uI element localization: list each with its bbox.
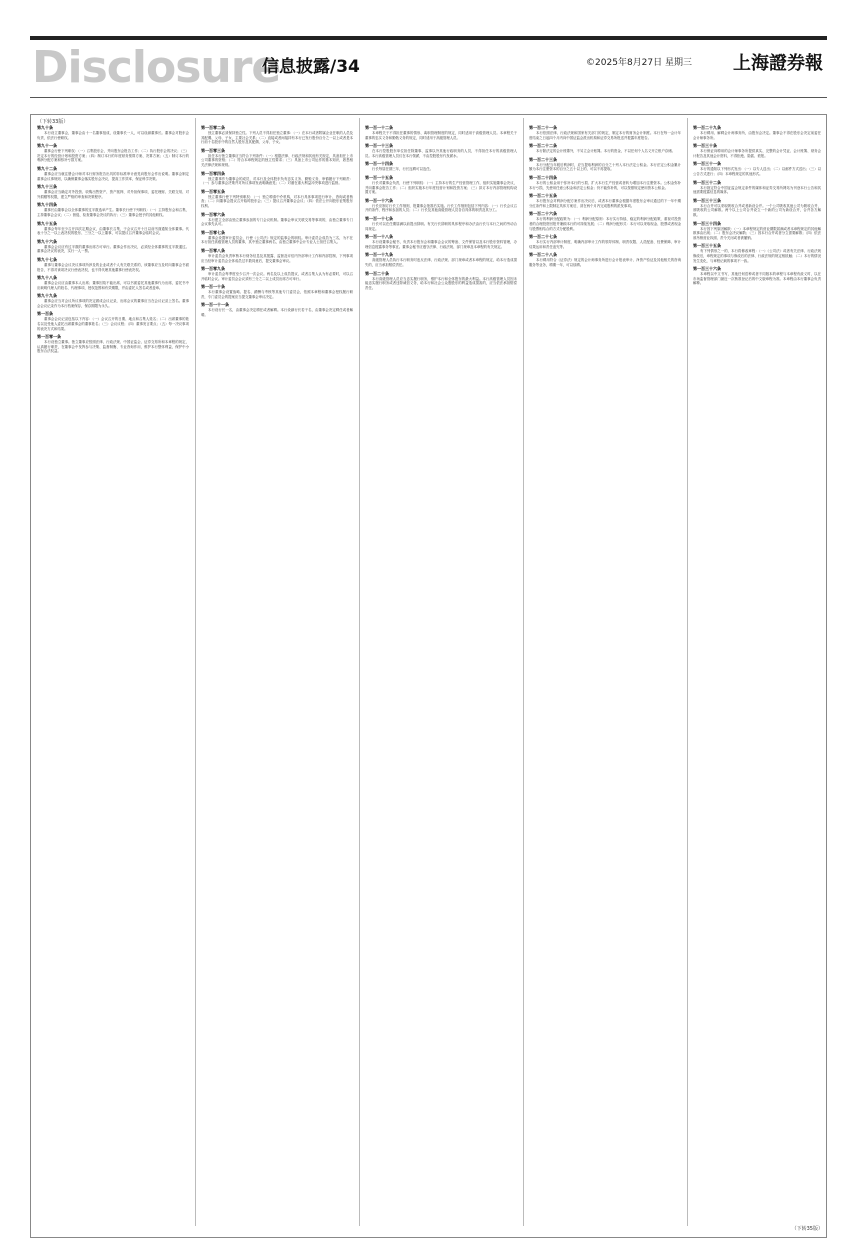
article-heading: 第一百一十五条: [365, 174, 393, 180]
article-heading: 第九十八条: [37, 275, 57, 281]
article-heading: 第一百条: [37, 311, 53, 317]
article-paragraph: 高级管理人员执行本行职务时违反法律、行政法规、部门规章或者本章程的规定，给本行造成损失的，应当承担赔偿责任。: [365, 258, 517, 267]
article-paragraph: 本行设行长一名，由董事会决定聘任或者解聘。本行设副行长若干名，由董事会决定聘任或者解聘。: [201, 308, 353, 318]
article-paragraph: 本行高级管理人员应当忠实履行职务，维护本行和全体股东的最大利益。本行高级管理人员因未能忠实履行职务或者违背诚信义务，给本行和社会公众股股东的利益造成损害的，应当依法承担赔偿责任。: [365, 276, 517, 290]
article-heading: 第九十一条: [37, 143, 57, 149]
article-paragraph: 董事长由董事会以全体董事的过半数选举产生。董事长行使下列职权：（一）主持股东会和召集、主持董事会会议；（二）督促、检查董事会决议的执行；（三）董事会授予的其他职权。: [37, 208, 189, 217]
article-heading: 第一百一十条: [201, 284, 225, 290]
article-paragraph: 本章程以中文书写，其他任何语种或者不同版本的章程与本章程有歧义时，以在市场监督管理部门最近一次核准登记后的中文版章程为准。本章程由本行董事会负责解释。: [693, 272, 821, 286]
article-paragraph: 董事会每年至少召开四次定期会议，由董事长召集，于会议召开十日以前书面通知全体董事。代表十分之一以上表决权的股东、三分之一以上董事，可以提议召开董事会临时会议。: [37, 226, 189, 236]
article-column-1: [37, 122, 189, 1220]
article-heading: 第一百零六条: [201, 211, 225, 217]
article-column-2: [201, 122, 353, 1220]
article-heading: 第一百零八条: [201, 247, 225, 253]
article-paragraph: 本行聘用符合《证券法》规定的会计师事务所进行会计报表审计、净资产验证及其他相关的咨询服务等业务，聘期一年，可以续聘。: [529, 258, 681, 267]
article-heading: 第一百二十一条: [529, 125, 557, 130]
column-divider: [195, 118, 196, 1226]
article-heading: 第一百零三条: [201, 147, 225, 153]
article-paragraph: 本行股东会对利润分配方案作出决议后，或者本行董事会根据年度股东会审议通过的下一年中期分红条件和上限制定具体方案后，须在两个月内完成股利的派发事项。: [529, 199, 681, 208]
article-heading: 第一百一十二条: [365, 125, 393, 130]
article-heading: 第九十四条: [37, 202, 57, 208]
article-heading: 第一百二十八条: [529, 252, 557, 258]
article-heading: 第一百三十三条: [693, 197, 721, 203]
article-paragraph: 本行董事会设置战略、提名、薪酬与考核等其他专门委员会，依照本章程和董事会授权履行职责，专门委员会的提案应当提交董事会审议决定。: [201, 290, 353, 299]
article-paragraph: 本行依照法律、行政法规和国家有关部门的规定，制定本行的财务会计制度。本行在每一会计年度结束之日起四个月内向中国证监会派出机构和证券交易所报送并披露年度报告。: [529, 131, 681, 140]
article-paragraph: 审计委员会每季度至少召开一次会议。两名及以上成员提议，或者召集人认为有必要时，可以召开临时会议。审计委员会会议须有三分之二以上成员出席方可举行。: [201, 272, 353, 281]
article-paragraph: 本行指定符合中国证监会规定条件的媒体和证券交易所网站为刊登本行公告和其他需要披露信息的媒体。: [693, 185, 821, 195]
article-paragraph: 本行聘用、解聘会计师事务所，由股东会决定。董事会不得在股东会决定前委任会计师事务所。: [693, 131, 821, 140]
article-heading: 第一百一十三条: [365, 143, 393, 149]
article-heading: 第一百零九条: [201, 266, 225, 272]
article-paragraph: 独立董事必须保持独立性。下列人员不得担任独立董事：（一）在本行或者附属企业任职的人员及其配偶、父母、子女、主要社会关系；（二）直接或者间接持有本行已发行股份百分之一以上或者是本行前十名股东中的自然人股东及其配偶、父母、子女。: [201, 131, 353, 145]
article-heading: 第一百三十条: [693, 143, 717, 149]
article-paragraph: 本行保证向聘用的会计师事务所提供真实、完整的会计凭证、会计账簿、财务会计报告及其他会计资料，不得拒绝、隐匿、谎报。: [693, 149, 821, 158]
article-paragraph: 董事会应当对会议所议事项的决定做成会议记录，出席会议的董事应当在会议记录上签名。董事会会议记录作为本行档案保存，保存期限为永久。: [37, 299, 189, 308]
article-heading: 第一百二十九条: [693, 125, 721, 130]
article-heading: 第一百二十四条: [529, 174, 557, 180]
masthead-bottom-rule: [30, 97, 827, 98]
article-paragraph: 行长对董事会负责，行使下列职权：（一）主持本行的生产经营管理工作，组织实施董事会决议，并向董事会报告工作；（二）组织实施本行年度经营计划和投资方案；（三）拟订本行内部管理机构设置方案。: [365, 180, 517, 195]
newspaper-logo: 上海證券報: [733, 53, 823, 74]
article-paragraph: 审计委员会负责审核本行财务信息及其披露、监督及评估内外部审计工作和内部控制，下列事项应当经审计委员会全体成员过半数同意后，提交董事会审议。: [201, 253, 353, 263]
article-heading: 第一百二十三条: [529, 156, 557, 162]
article-paragraph: 本行分配当年税后利润时，应当提取利润的百分之十列入本行法定公积金。本行法定公积金累计额为本行注册资本的百分之五十以上的，可以不再提取。: [529, 162, 681, 172]
article-paragraph: 独立董事行使下列特别职权：（一）独立聘请中介机构，对本行具体事项进行审计、咨询或者核查；（二）向董事会提议召开临时股东会；（三）提议召开董事会会议；（四）依法公开向股东征集股东权利。: [201, 194, 353, 208]
article-paragraph: 董事会会议应有过半数的董事出席方可举行。董事会作出决议，必须经全体董事的过半数通过。董事会决议的表决，实行一人一票。: [37, 244, 189, 254]
article-heading: 第一百零二条: [201, 125, 225, 130]
article-column-5: [693, 122, 821, 1220]
article-heading: 第九十二条: [37, 165, 57, 171]
article-heading: 第一百一十四条: [365, 161, 393, 167]
section-title: 信息披露/34: [262, 57, 360, 77]
article-paragraph: 有下列情形之一的，本行将修改章程：（一）《公司法》或者有关法律、行政法规修改后，章程规定的事项与修改后的法律、行政法规的规定相抵触；（二）本行的情况发生变化，与章程记载的事项不一致。: [693, 249, 821, 263]
article-paragraph: 本行的利润分配政策为：（一）利润分配原则：本行实行持续、稳定的利润分配政策，重视对投资者的合理投资回报并兼顾本行的可持续发展；（二）利润分配形式：本行可以采取现金、股票或者现金与股票相结合的方式分配股利。: [529, 217, 681, 231]
article-paragraph: 在本行控股股东单位担任除董事、监事以外其他行政职务的人员，不得担任本行的高级管理人员。本行高级管理人员仅在本行领薪，不由控股股东代发薪水。: [365, 149, 517, 158]
article-heading: 第一百二十条: [365, 270, 389, 276]
article-paragraph: 行长可以在任期届满以前提出辞职。有关行长辞职的具体程序和办法由行长与本行之间的劳动合同规定。: [365, 221, 517, 231]
article-paragraph: 本行除法定的会计账簿外，不另立会计账簿。本行的资金，不以任何个人名义开立账户存储。: [536, 149, 676, 154]
article-heading: 第一百三十四条: [693, 220, 721, 226]
masthead: [30, 40, 827, 93]
article-paragraph: 独立董事作为董事会的成员，对本行及全体股东负有忠实义务、勤勉义务，审慎履行下列职责：（一）参与董事会决策并对所议事项发表明确意见；（二）对潜在重大利益冲突事项进行监督。: [201, 176, 353, 186]
article-paragraph: 本行的公积金用于弥补本行的亏损、扩大本行生产经营或者转为增加本行注册资本。公积金弥补本行亏损，先使用任意公积金和法定公积金；仍不能弥补的，可以按照规定使用资本公积金。: [529, 180, 681, 190]
article-heading: 第九十九条: [37, 293, 57, 299]
article-heading: 第一百一十八条: [365, 234, 393, 240]
article-paragraph: 担任本行独立董事应当符合下列条件：（一）根据法律、行政法规和其他有关规定，具备担任上市公司董事的资格；（二）符合本章程规定的独立性要求；（三）具备上市公司运作的基本知识，熟悉相关法律法规和规则。: [201, 153, 353, 167]
article-heading: 第九十条: [37, 125, 53, 130]
article-heading: 第一百一十七条: [365, 215, 393, 221]
article-heading: 第一百二十五条: [529, 193, 557, 199]
article-paragraph: 董事与董事会会议决议事项所涉及的企业或者个人有关联关系的，该董事应当及时向董事会书面报告，不得对该项决议行使表决权，也不得代理其他董事行使表决权。: [37, 262, 189, 272]
article-heading: 第一百二十二条: [529, 143, 557, 149]
article-heading: 第一百一十六条: [365, 197, 393, 203]
continued-to-label: （下转35版）: [791, 1226, 823, 1232]
section-brand: Disclosure: [32, 42, 281, 93]
article-heading: 第一百零四条: [201, 170, 225, 176]
article-heading: 第一百一十九条: [365, 252, 393, 258]
column-divider: [523, 118, 524, 1226]
article-heading: 第九十七条: [37, 256, 57, 262]
article-paragraph: 本行实行内部审计制度，明确内部审计工作的领导体制、职责权限、人员配备、经费保障、审计结果运用和责任追究等。: [529, 240, 681, 249]
article-heading: 第九十三条: [37, 184, 57, 190]
article-paragraph: 董事会设置审计委员会，行使《公司法》规定的监事会的职权。审计委员会成员为三名，为不在本行担任高级管理人员的董事，其中独立董事两名，由独立董事中会计专业人士担任召集人。: [201, 235, 353, 245]
article-paragraph: 本行建立全部由独立董事参加的专门会议机制。董事会审议关联交易等事项的，由独立董事专门会议事先认可。: [201, 217, 353, 227]
column-divider: [359, 118, 360, 1226]
column-divider: [687, 118, 688, 1226]
article-column-3: [365, 122, 517, 1220]
article-paragraph: 本行合并可以采取吸收合并或者新设合并。一个公司吸收其他公司为吸收合并，被吸收的公司解散。两个以上公司合并设立一个新的公司为新设合并，合并各方解散。: [693, 203, 821, 217]
continued-from-label: （下转33版）: [37, 119, 69, 125]
article-paragraph: 本章程关于不得担任董事的情形、离职管理制度的规定，同时适用于高级管理人员。本章程关于董事的忠实义务和勤勉义务的规定，同时适用于高级管理人员。: [365, 131, 517, 140]
dateline: ©2025年8月27日 星期三: [586, 58, 692, 68]
article-column-4: [529, 122, 681, 1220]
article-heading: 第一百三十一条: [693, 161, 721, 167]
article-heading: 第一百三十六条: [693, 266, 721, 272]
article-paragraph: 董事会应当就注册会计师对本行财务报告出具的非标准审计意见向股东会作出说明。董事会制定董事会议事规则，以确保董事会落实股东会决议，提高工作效率，保证科学决策。: [37, 171, 189, 181]
article-paragraph: 本行设董事会秘书，负责本行股东会和董事会会议的筹备、文件保管以及本行股东资料管理，办理信息披露事务等事宜。董事会秘书应遵守法律、行政法规、部门规章及本章程的有关规定。: [365, 240, 517, 249]
article-heading: 第一百三十二条: [693, 179, 721, 185]
article-heading: 第一百零七条: [201, 229, 225, 235]
article-heading: 第九十五条: [37, 220, 57, 226]
article-heading: 第一百二十六条: [529, 211, 557, 217]
article-heading: 第九十六条: [37, 238, 57, 244]
article-heading: 第一百三十五条: [693, 243, 721, 249]
article-heading: 第一百二十七条: [529, 234, 557, 240]
article-heading: 第一百零五条: [201, 188, 225, 194]
article-paragraph: 本行的通知以下列形式发出：（一）以专人送出；（二）以邮件方式送出；（三）以公告方式进行；（四）本章程规定的其他形式。: [693, 167, 821, 176]
article-paragraph: 本行因下列原因解散：（一）本章程规定的营业期限届满或者本章程规定的其他解散事由出现；（二）股东会决议解散；（三）因本行合并或者分立需要解散；（四）依法被吊销营业执照、责令关闭或者被撤销。: [693, 226, 821, 240]
article-paragraph: 行长应制订行长工作细则，报董事会批准后实施。行长工作细则包括下列内容：（一）行长会议召开的条件、程序和参加的人员；（二）行长及其他高级管理人员各自具体的职责及其分工。: [365, 203, 517, 213]
article-heading: 第一百零一条: [37, 334, 61, 340]
article-paragraph: 董事会应当确定对外投资、收购出售资产、资产抵押、对外担保事项、委托理财、关联交易、对外捐赠等权限，建立严格的审查和决策程序。: [37, 190, 189, 199]
article-paragraph: 董事会会议记录包括以下内容：（一）会议召开的日期、地点和召集人姓名；（二）出席董事的姓名以及受他人委托出席董事会的董事姓名；（三）会议议程；（四）董事发言要点；（五）每一决议事项的表决方式和结果。: [37, 317, 189, 331]
article-paragraph: 董事会会议应由董事本人出席；董事因故不能出席，可以书面委托其他董事代为出席，委托书中应载明代理人的姓名、代理事项、授权范围和有效期限，并由委托人签名或者盖章。: [37, 281, 189, 290]
article-paragraph: 本行设独立董事。独立董事应按照法律、行政法规、中国证监会、证券交易所和本章程的规定，认真履行职责，在董事会中发挥参与决策、监督制衡、专业咨询作用，维护本行整体利益，保护中小股东合法权益。: [37, 340, 189, 354]
article-paragraph: 董事会行使下列职权：（一）召集股东会，并向股东会报告工作；（二）执行股东会的决议；（三）决定本行的经营计划和投资方案；（四）制订本行的年度财务预算方案、决算方案；（五）制订本行的利润分配方案和弥补亏损方案。: [37, 149, 189, 163]
article-heading: 第一百一十一条: [201, 302, 229, 308]
article-paragraph: 本行设立董事会，董事会由十一名董事组成，设董事长一人，可以设副董事长。董事会对股东会负责，依法行使职权。: [37, 131, 189, 140]
article-paragraph: 行长每届任期三年，行长连聘可以连任。: [372, 167, 434, 172]
